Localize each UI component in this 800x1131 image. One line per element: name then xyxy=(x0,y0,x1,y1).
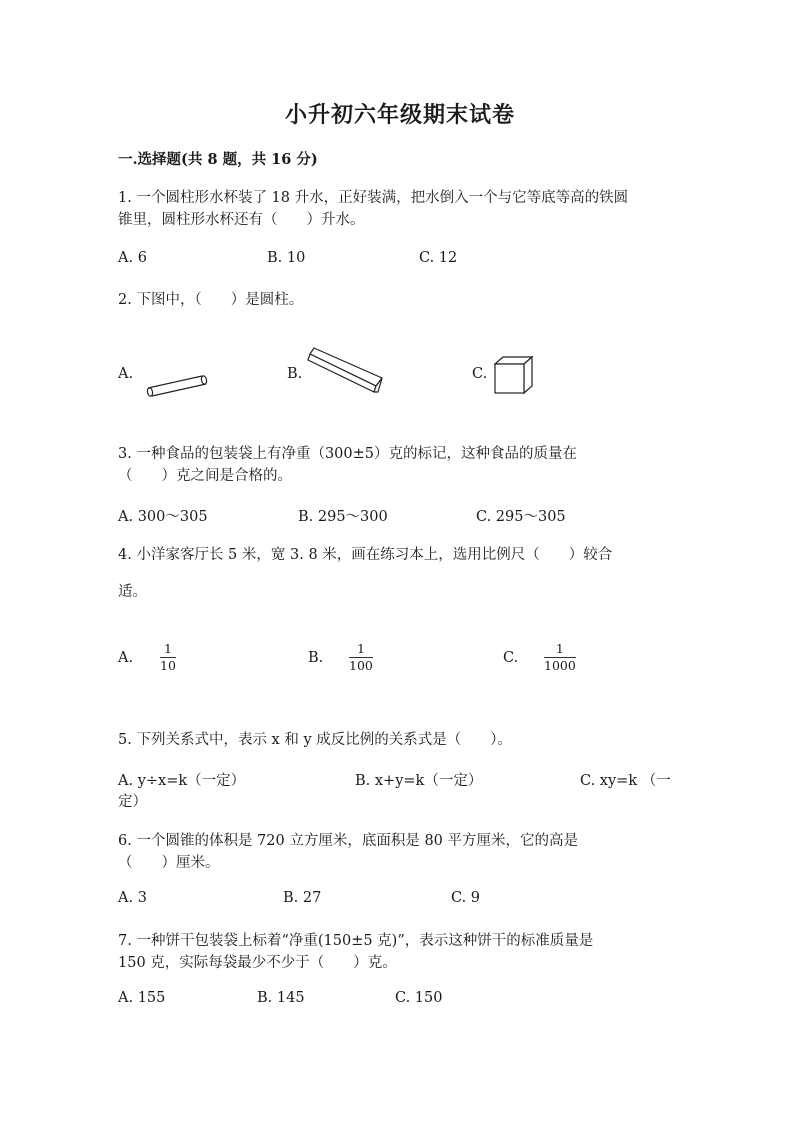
fraction-one-thousandth xyxy=(544,642,576,673)
question-3-line-1: 3. 一种食品的包装袋上有净重（300±5）克的标记，这种食品的质量在 xyxy=(118,446,577,462)
question-4-line-2: 适。 xyxy=(118,584,147,600)
section-heading: 一.选择题(共 8 题，共 16 分) xyxy=(118,151,318,168)
question-1-line-2: 锥里，圆柱形水杯还有（ ）升水。 xyxy=(118,212,365,228)
question-1-option-c: C. 12 xyxy=(419,250,458,266)
question-5-line-1: 5. 下列关系式中，表示 x 和 y 成反比例的关系式是（ ）。 xyxy=(118,732,512,748)
question-5-option-c: C. xy=k （一 xyxy=(580,773,671,789)
question-7-option-c: C. 150 xyxy=(395,990,443,1006)
question-4-option-c: C. xyxy=(503,650,519,666)
cube-figure xyxy=(492,354,536,396)
question-7-line-2: 150 克，实际每袋最少不少于（ ）克。 xyxy=(118,955,397,971)
fraction-denominator: 100 xyxy=(349,658,373,673)
question-1-option-b: B. 10 xyxy=(267,250,306,266)
question-2-option-b: B. xyxy=(287,366,303,382)
question-7-line-1: 7. 一种饼干包装袋上标着“净重(150±5 克)”，表示这种饼干的标准质量是 xyxy=(118,933,594,949)
question-7-option-b: B. 145 xyxy=(257,990,305,1006)
question-3-line-2: （ ）克之间是合格的。 xyxy=(118,468,292,484)
question-4-line-1: 4. 小洋家客厅长 5 米，宽 3. 8 米，画在练习本上，选用比例尺（ ）较合 xyxy=(118,547,613,563)
fraction-denominator: 10 xyxy=(160,658,176,673)
question-3-option-a: A. 300～305 xyxy=(118,509,208,525)
cylinder-rod-figure xyxy=(142,370,212,400)
question-2-option-a: A. xyxy=(118,366,134,382)
page-title: 小升初六年级期末试卷 xyxy=(284,102,515,128)
question-5-option-c-wrap: 定） xyxy=(118,794,147,810)
question-4-option-a: A. xyxy=(118,650,134,666)
triangular-prism-figure xyxy=(304,346,386,396)
question-6-option-c: C. 9 xyxy=(451,890,481,906)
question-3-option-b: B. 295～300 xyxy=(298,509,388,525)
fraction-one-hundredth xyxy=(349,642,373,673)
question-6-option-a: A. 3 xyxy=(118,890,147,906)
question-3-option-c: C. 295～305 xyxy=(476,509,566,525)
fraction-numerator: 1 xyxy=(356,641,365,656)
question-1-line-1: 1. 一个圆柱形水杯装了 18 升水，正好装满，把水倒入一个与它等底等高的铁圆 xyxy=(118,190,629,206)
question-6-option-b: B. 27 xyxy=(283,890,322,906)
question-2-line-1: 2. 下图中，（ ）是圆柱。 xyxy=(118,292,304,308)
question-5-option-b: B. x+y=k（一定） xyxy=(355,773,483,789)
fraction-one-tenth xyxy=(160,642,176,673)
question-1-option-a: A. 6 xyxy=(118,250,147,266)
question-6-line-2: （ ）厘米。 xyxy=(118,855,220,871)
question-5-option-a: A. y÷x=k（一定） xyxy=(118,773,246,789)
question-4-option-b: B. xyxy=(308,650,324,666)
question-7-option-a: A. 155 xyxy=(118,990,166,1006)
fraction-numerator: 1 xyxy=(163,641,172,656)
question-6-line-1: 6. 一个圆锥的体积是 720 立方厘米，底面积是 80 平方厘米，它的高是 xyxy=(118,833,579,849)
fraction-denominator: 1000 xyxy=(544,658,576,673)
fraction-numerator: 1 xyxy=(555,641,564,656)
question-2-option-c: C. xyxy=(472,366,488,382)
